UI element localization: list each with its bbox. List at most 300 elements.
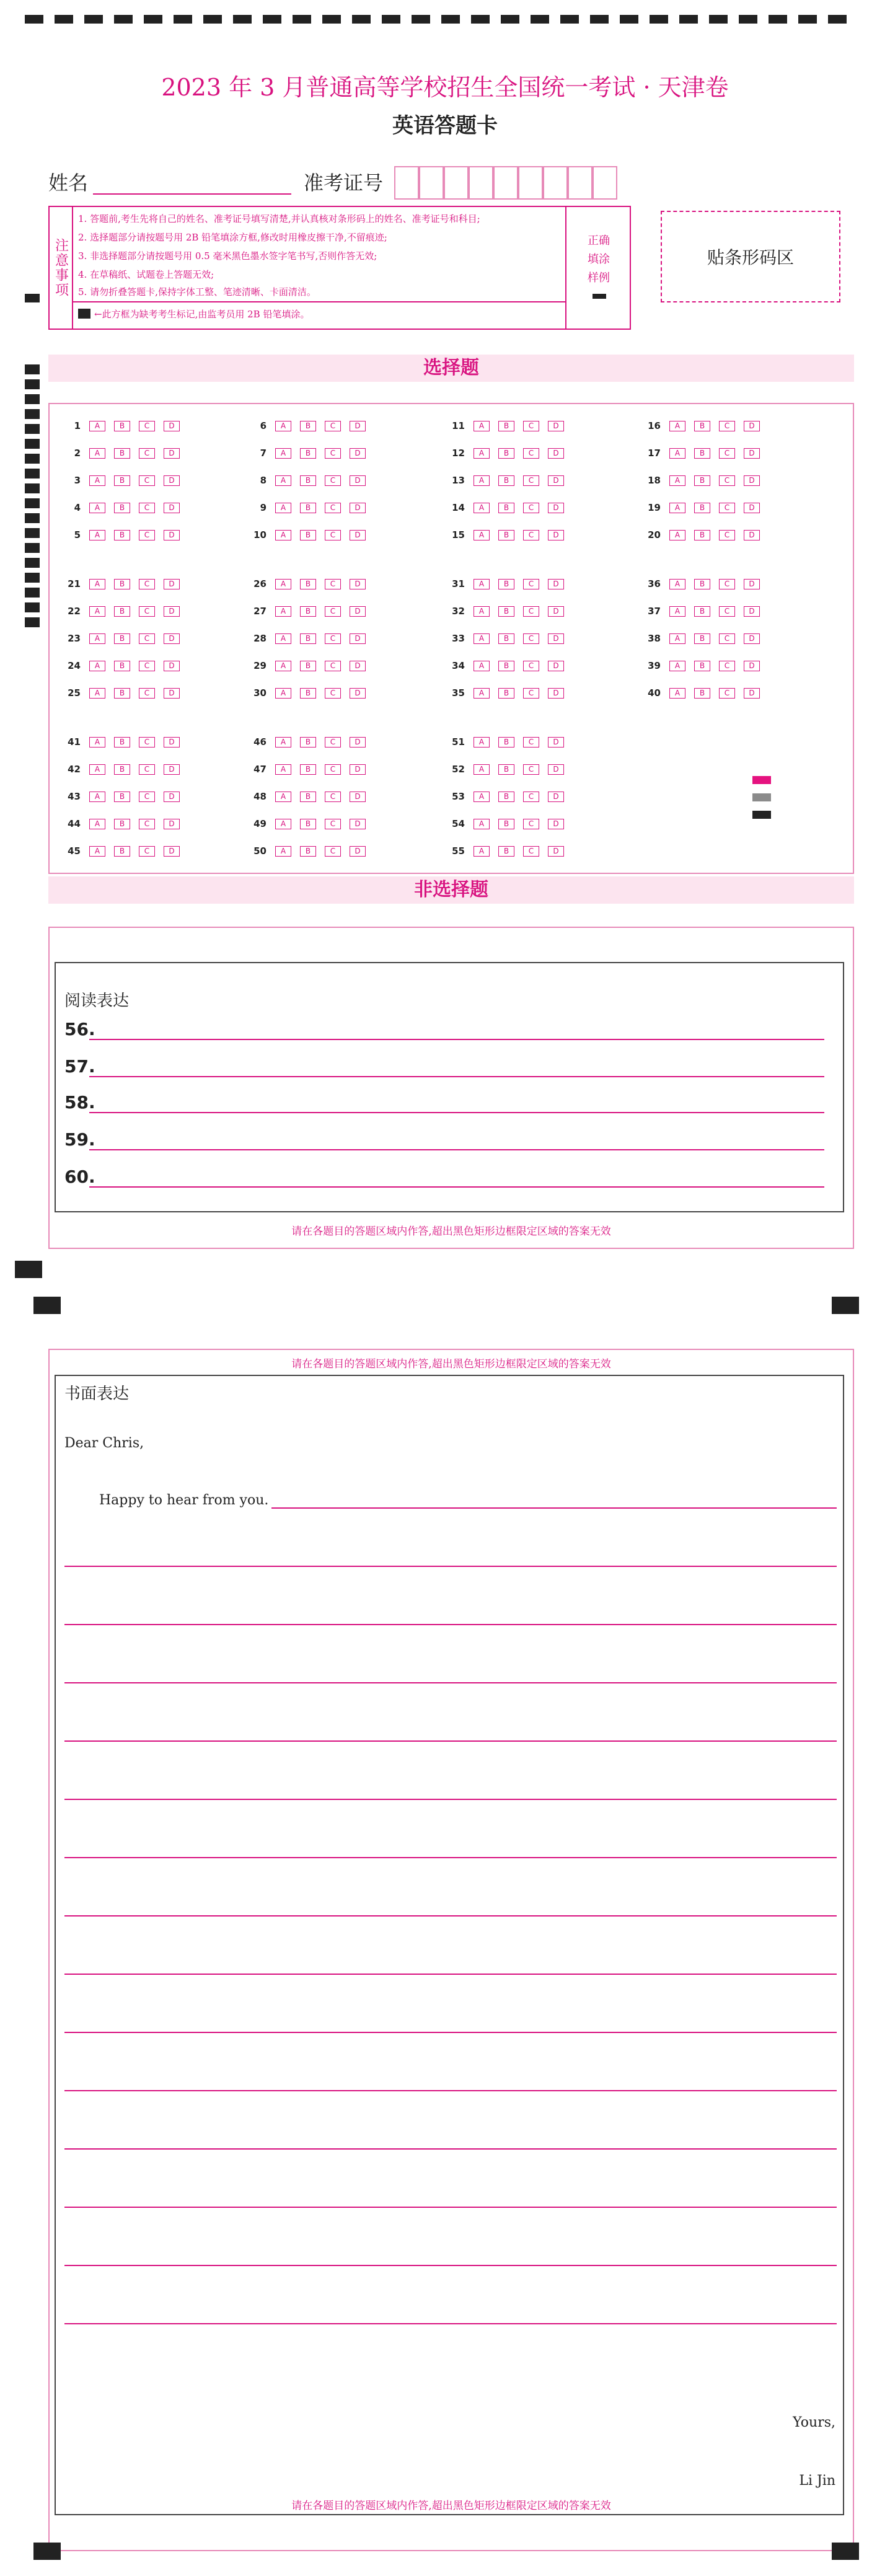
option-a-bubble[interactable]: A [669, 530, 685, 540]
option-c-bubble[interactable]: C [139, 421, 155, 431]
option-d-bubble[interactable]: D [744, 688, 760, 699]
option-a-bubble[interactable]: A [275, 579, 291, 589]
question-number: 9 [260, 502, 267, 513]
timing-mark [709, 15, 728, 24]
option-c-bubble[interactable]: C [719, 688, 735, 699]
boundary-warning: 请在各题目的答题区域内作答,超出黑色矩形边框限定区域的答案无效 [291, 1225, 611, 1238]
option-c-bubble[interactable]: C [523, 475, 539, 486]
option-c-bubble[interactable]: C [139, 661, 155, 671]
option-d-bubble[interactable]: D [350, 661, 366, 671]
option-d-bubble[interactable]: D [744, 503, 760, 513]
option-b-bubble[interactable]: B [498, 846, 514, 857]
option-c-bubble[interactable]: C [523, 421, 539, 431]
option-c-bubble[interactable]: C [719, 475, 735, 486]
writing-line[interactable] [271, 1507, 837, 1509]
option-a-bubble[interactable]: A [275, 530, 291, 540]
option-d-bubble[interactable]: D [164, 421, 180, 431]
option-b-bubble[interactable]: B [694, 688, 710, 699]
option-d-bubble[interactable]: D [548, 633, 564, 644]
option-a-bubble[interactable]: A [89, 633, 105, 644]
option-a-bubble[interactable]: A [275, 633, 291, 644]
notice-item-4: 4. 在草稿纸、试题卷上答题无效; [78, 269, 214, 280]
exam-id-digit-box[interactable] [444, 166, 469, 200]
option-d-bubble[interactable]: D [548, 661, 564, 671]
writing-line[interactable] [64, 2090, 837, 2091]
timing-mark [25, 379, 40, 389]
question-3 [62, 474, 188, 487]
option-a-bubble[interactable]: A [669, 606, 685, 617]
option-a-bubble[interactable]: A [474, 633, 490, 644]
option-c-bubble[interactable]: C [139, 688, 155, 699]
option-a-bubble[interactable]: A [474, 688, 490, 699]
option-a-bubble[interactable]: A [89, 764, 105, 775]
exam-id-digit-box[interactable] [543, 166, 568, 200]
exam-id-digit-box[interactable] [593, 166, 617, 200]
question-number: 15 [452, 529, 465, 540]
option-b-bubble[interactable]: B [300, 819, 316, 829]
option-c-bubble[interactable]: C [139, 819, 155, 829]
option-c-bubble[interactable]: C [325, 579, 341, 589]
name-field[interactable] [93, 193, 291, 195]
option-a-bubble[interactable]: A [669, 421, 685, 431]
writing-line[interactable] [64, 2032, 837, 2033]
option-c-bubble[interactable]: C [139, 737, 155, 748]
option-b-bubble[interactable]: B [114, 530, 130, 540]
option-d-bubble[interactable]: D [350, 846, 366, 857]
option-d-bubble[interactable]: D [744, 530, 760, 540]
option-d-bubble[interactable]: D [744, 633, 760, 644]
option-c-bubble[interactable]: C [523, 688, 539, 699]
option-a-bubble[interactable]: A [474, 737, 490, 748]
writing-line[interactable] [64, 2148, 837, 2150]
timing-mark [293, 15, 311, 24]
option-b-bubble[interactable]: B [694, 579, 710, 589]
option-b-bubble[interactable]: B [300, 475, 316, 486]
question-number: 7 [260, 448, 267, 459]
question-number: 8 [260, 475, 267, 486]
option-d-bubble[interactable]: D [164, 792, 180, 802]
option-b-bubble[interactable]: B [498, 633, 514, 644]
option-d-bubble[interactable]: D [164, 846, 180, 857]
question-10 [248, 528, 374, 542]
option-c-bubble[interactable]: C [523, 846, 539, 857]
option-a-bubble[interactable]: A [474, 421, 490, 431]
option-a-bubble[interactable]: A [669, 448, 685, 459]
option-c-bubble[interactable]: C [325, 530, 341, 540]
option-b-bubble[interactable]: B [300, 448, 316, 459]
option-c-bubble[interactable]: C [139, 633, 155, 644]
option-c-bubble[interactable]: C [139, 792, 155, 802]
question-number: 19 [648, 502, 661, 513]
question-30 [248, 686, 374, 700]
option-d-bubble[interactable]: D [164, 633, 180, 644]
option-a-bubble[interactable]: A [89, 792, 105, 802]
option-b-bubble[interactable]: B [300, 792, 316, 802]
option-d-bubble[interactable]: D [350, 448, 366, 459]
option-c-bubble[interactable]: C [523, 792, 539, 802]
option-d-bubble[interactable]: D [744, 661, 760, 671]
option-b-bubble[interactable]: B [300, 606, 316, 617]
option-d-bubble[interactable]: D [350, 688, 366, 699]
timing-mark [25, 424, 40, 434]
option-a-bubble[interactable]: A [89, 688, 105, 699]
option-b-bubble[interactable]: B [114, 448, 130, 459]
option-c-bubble[interactable]: C [325, 764, 341, 775]
exam-id-digit-box[interactable] [493, 166, 518, 200]
option-d-bubble[interactable]: D [350, 792, 366, 802]
option-b-bubble[interactable]: B [300, 846, 316, 857]
option-a-bubble[interactable]: A [275, 688, 291, 699]
option-a-bubble[interactable]: A [89, 448, 105, 459]
question-number: 50 [253, 845, 267, 857]
question-4 [62, 501, 188, 514]
option-b-bubble[interactable]: B [300, 737, 316, 748]
option-a-bubble[interactable]: A [89, 579, 105, 589]
question-number: 35 [452, 687, 465, 699]
option-b-bubble[interactable]: B [694, 661, 710, 671]
option-b-bubble[interactable]: B [300, 764, 316, 775]
option-a-bubble[interactable]: A [669, 475, 685, 486]
writing-line[interactable] [64, 1799, 837, 1800]
option-b-bubble[interactable]: B [498, 737, 514, 748]
option-b-bubble[interactable]: B [114, 792, 130, 802]
option-a-bubble[interactable]: A [474, 448, 490, 459]
option-a-bubble[interactable]: A [89, 661, 105, 671]
option-a-bubble[interactable]: A [275, 846, 291, 857]
option-c-bubble[interactable]: C [523, 606, 539, 617]
option-c-bubble[interactable]: C [139, 448, 155, 459]
option-c-bubble[interactable]: C [325, 792, 341, 802]
option-d-bubble[interactable]: D [350, 579, 366, 589]
option-b-bubble[interactable]: B [114, 475, 130, 486]
option-d-bubble[interactable]: D [548, 448, 564, 459]
option-c-bubble[interactable]: C [139, 764, 155, 775]
option-a-bubble[interactable]: A [474, 764, 490, 775]
exam-id-digit-box[interactable] [419, 166, 444, 200]
writing-line[interactable] [64, 2323, 837, 2324]
question-number: 51 [452, 736, 465, 748]
option-b-bubble[interactable]: B [300, 633, 316, 644]
option-d-bubble[interactable]: D [164, 819, 180, 829]
answer-line-56[interactable] [89, 1039, 824, 1040]
writing-line[interactable] [64, 1740, 837, 1742]
writing-line[interactable] [64, 2265, 837, 2266]
question-number: 54 [452, 818, 465, 829]
option-b-bubble[interactable]: B [114, 606, 130, 617]
question-number: 22 [68, 606, 81, 617]
timing-mark [560, 15, 579, 24]
option-a-bubble[interactable]: A [669, 633, 685, 644]
option-a-bubble[interactable]: A [275, 819, 291, 829]
option-a-bubble[interactable]: A [89, 846, 105, 857]
option-b-bubble[interactable]: B [300, 530, 316, 540]
option-b-bubble[interactable]: B [300, 688, 316, 699]
option-b-bubble[interactable]: B [498, 688, 514, 699]
timing-mark [650, 15, 668, 24]
option-c-bubble[interactable]: C [325, 846, 341, 857]
option-d-bubble[interactable]: D [164, 688, 180, 699]
option-a-bubble[interactable]: A [669, 688, 685, 699]
option-d-bubble[interactable]: D [548, 764, 564, 775]
exam-id-digit-box[interactable] [518, 166, 543, 200]
option-b-bubble[interactable]: B [114, 846, 130, 857]
writing-line[interactable] [64, 1682, 837, 1683]
option-b-bubble[interactable]: B [498, 421, 514, 431]
option-d-bubble[interactable]: D [164, 764, 180, 775]
option-c-bubble[interactable]: C [139, 846, 155, 857]
answer-line-58[interactable] [89, 1112, 824, 1113]
option-a-bubble[interactable]: A [89, 503, 105, 513]
writing-line[interactable] [64, 1974, 837, 1975]
option-c-bubble[interactable]: C [719, 530, 735, 540]
option-c-bubble[interactable]: C [325, 737, 341, 748]
question-47 [248, 762, 374, 776]
option-d-bubble[interactable]: D [164, 579, 180, 589]
option-b-bubble[interactable]: B [114, 421, 130, 431]
option-d-bubble[interactable]: D [164, 503, 180, 513]
option-d-bubble[interactable]: D [744, 448, 760, 459]
option-b-bubble[interactable]: B [498, 606, 514, 617]
option-b-bubble[interactable]: B [694, 606, 710, 617]
option-d-bubble[interactable]: D [548, 606, 564, 617]
option-b-bubble[interactable]: B [114, 764, 130, 775]
timing-mark [25, 617, 40, 627]
question-19 [642, 501, 769, 514]
option-a-bubble[interactable]: A [669, 503, 685, 513]
option-a-bubble[interactable]: A [474, 846, 490, 857]
answer-line-59[interactable] [89, 1149, 824, 1150]
option-c-bubble[interactable]: C [719, 633, 735, 644]
option-a-bubble[interactable]: A [89, 530, 105, 540]
option-b-bubble[interactable]: B [498, 475, 514, 486]
option-a-bubble[interactable]: A [474, 475, 490, 486]
option-c-bubble[interactable]: C [523, 737, 539, 748]
exam-id-digit-box[interactable] [568, 166, 593, 200]
option-a-bubble[interactable]: A [669, 579, 685, 589]
exam-id-digit-box[interactable] [469, 166, 493, 200]
letter-closing: Yours, [793, 2415, 835, 2430]
option-d-bubble[interactable]: D [164, 606, 180, 617]
option-d-bubble[interactable]: D [350, 819, 366, 829]
option-b-bubble[interactable]: B [498, 530, 514, 540]
option-a-bubble[interactable]: A [474, 530, 490, 540]
option-c-bubble[interactable]: C [325, 503, 341, 513]
option-c-bubble[interactable]: C [139, 606, 155, 617]
option-b-bubble[interactable]: B [300, 661, 316, 671]
option-c-bubble[interactable]: C [139, 579, 155, 589]
option-d-bubble[interactable]: D [744, 579, 760, 589]
writing-line[interactable] [64, 1566, 837, 1567]
option-d-bubble[interactable]: D [548, 579, 564, 589]
option-b-bubble[interactable]: B [114, 579, 130, 589]
option-b-bubble[interactable]: B [114, 688, 130, 699]
answer-number-59: 59. [64, 1129, 95, 1150]
option-b-bubble[interactable]: B [114, 661, 130, 671]
option-a-bubble[interactable]: A [89, 606, 105, 617]
option-c-bubble[interactable]: C [325, 606, 341, 617]
option-b-bubble[interactable]: B [694, 421, 710, 431]
option-a-bubble[interactable]: A [275, 764, 291, 775]
writing-line[interactable] [64, 1857, 837, 1858]
option-a-bubble[interactable]: A [474, 606, 490, 617]
option-d-bubble[interactable]: D [350, 633, 366, 644]
option-d-bubble[interactable]: D [350, 421, 366, 431]
option-b-bubble[interactable]: B [694, 475, 710, 486]
option-a-bubble[interactable]: A [275, 606, 291, 617]
option-a-bubble[interactable]: A [474, 819, 490, 829]
notice-item-1: 1. 答题前,考生先将自己的姓名、准考证号填写清楚,并认真核对条形码上的姓名、准考证号和科目; [78, 213, 480, 224]
option-c-bubble[interactable]: C [325, 661, 341, 671]
option-a-bubble[interactable]: A [275, 421, 291, 431]
absent-mark-box[interactable] [78, 309, 90, 319]
option-a-bubble[interactable]: A [669, 661, 685, 671]
option-a-bubble[interactable]: A [275, 661, 291, 671]
option-c-bubble[interactable]: C [325, 819, 341, 829]
option-a-bubble[interactable]: A [275, 475, 291, 486]
option-b-bubble[interactable]: B [498, 661, 514, 671]
answer-number-58: 58. [64, 1092, 95, 1113]
answer-number-60: 60. [64, 1167, 95, 1187]
option-d-bubble[interactable]: D [350, 606, 366, 617]
option-b-bubble[interactable]: B [498, 579, 514, 589]
option-a-bubble[interactable]: A [474, 579, 490, 589]
option-b-bubble[interactable]: B [498, 764, 514, 775]
option-b-bubble[interactable]: B [498, 819, 514, 829]
option-b-bubble[interactable]: B [694, 530, 710, 540]
exam-id-digit-box[interactable] [394, 166, 419, 200]
option-a-bubble[interactable]: A [89, 737, 105, 748]
option-d-bubble[interactable]: D [164, 448, 180, 459]
option-b-bubble[interactable]: B [114, 737, 130, 748]
question-number: 21 [68, 578, 81, 589]
option-c-bubble[interactable]: C [523, 633, 539, 644]
timing-mark [412, 15, 430, 24]
option-c-bubble[interactable]: C [523, 764, 539, 775]
option-a-bubble[interactable]: A [89, 819, 105, 829]
option-b-bubble[interactable]: B [300, 579, 316, 589]
option-c-bubble[interactable]: C [325, 475, 341, 486]
writing-line[interactable] [64, 1624, 837, 1625]
option-b-bubble[interactable]: B [694, 503, 710, 513]
option-a-bubble[interactable]: A [474, 503, 490, 513]
option-c-bubble[interactable]: C [139, 530, 155, 540]
option-d-bubble[interactable]: D [548, 530, 564, 540]
option-a-bubble[interactable]: A [275, 503, 291, 513]
option-a-bubble[interactable]: A [89, 475, 105, 486]
option-b-bubble[interactable]: B [114, 633, 130, 644]
option-d-bubble[interactable]: D [350, 475, 366, 486]
question-number: 6 [260, 420, 267, 431]
option-d-bubble[interactable]: D [548, 688, 564, 699]
question-number: 10 [253, 529, 267, 540]
question-5 [62, 528, 188, 542]
option-d-bubble[interactable]: D [350, 503, 366, 513]
option-c-bubble[interactable]: C [523, 579, 539, 589]
timing-mark [322, 15, 341, 24]
option-c-bubble[interactable]: C [523, 661, 539, 671]
option-d-bubble[interactable]: D [548, 737, 564, 748]
reading-title: 阅读表达 [64, 992, 130, 1010]
timing-mark [25, 394, 40, 404]
option-a-bubble[interactable]: A [89, 421, 105, 431]
option-d-bubble[interactable]: D [548, 475, 564, 486]
question-number: 46 [253, 736, 267, 748]
timing-mark [25, 483, 40, 493]
option-d-bubble[interactable]: D [164, 661, 180, 671]
option-c-bubble[interactable]: C [523, 530, 539, 540]
option-a-bubble[interactable]: A [275, 737, 291, 748]
option-d-bubble[interactable]: D [744, 421, 760, 431]
option-b-bubble[interactable]: B [498, 503, 514, 513]
fill-example: 正确 填涂 样例 [565, 207, 631, 329]
option-a-bubble[interactable]: A [275, 792, 291, 802]
option-d-bubble[interactable]: D [548, 846, 564, 857]
option-d-bubble[interactable]: D [164, 530, 180, 540]
option-d-bubble[interactable]: D [548, 421, 564, 431]
option-d-bubble[interactable]: D [548, 819, 564, 829]
option-c-bubble[interactable]: C [325, 448, 341, 459]
question-number: 20 [648, 529, 661, 540]
option-d-bubble[interactable]: D [164, 737, 180, 748]
option-b-bubble[interactable]: B [694, 633, 710, 644]
option-d-bubble[interactable]: D [744, 606, 760, 617]
option-c-bubble[interactable]: C [523, 448, 539, 459]
answer-line-60[interactable] [89, 1186, 824, 1188]
timing-mark [55, 15, 73, 24]
option-c-bubble[interactable]: C [523, 819, 539, 829]
option-c-bubble[interactable]: C [325, 688, 341, 699]
option-d-bubble[interactable]: D [350, 764, 366, 775]
option-c-bubble[interactable]: C [523, 503, 539, 513]
option-d-bubble[interactable]: D [548, 503, 564, 513]
option-d-bubble[interactable]: D [164, 475, 180, 486]
option-b-bubble[interactable]: B [498, 792, 514, 802]
option-c-bubble[interactable]: C [719, 503, 735, 513]
option-d-bubble[interactable]: D [744, 475, 760, 486]
writing-title: 书面表达 [64, 1385, 130, 1403]
option-c-bubble[interactable]: C [719, 448, 735, 459]
option-b-bubble[interactable]: B [114, 503, 130, 513]
option-d-bubble[interactable]: D [350, 737, 366, 748]
option-d-bubble[interactable]: D [548, 792, 564, 802]
option-d-bubble[interactable]: D [350, 530, 366, 540]
option-c-bubble[interactable]: C [719, 421, 735, 431]
option-a-bubble[interactable]: A [275, 448, 291, 459]
option-a-bubble[interactable]: A [474, 792, 490, 802]
question-48 [248, 790, 374, 803]
question-40 [642, 686, 769, 700]
question-43 [62, 790, 188, 803]
writing-line[interactable] [64, 2207, 837, 2208]
option-c-bubble[interactable]: C [719, 606, 735, 617]
option-c-bubble[interactable]: C [139, 503, 155, 513]
option-b-bubble[interactable]: B [300, 421, 316, 431]
option-a-bubble[interactable]: A [474, 661, 490, 671]
answer-line-57[interactable] [89, 1076, 824, 1077]
writing-line[interactable] [64, 1915, 837, 1917]
option-b-bubble[interactable]: B [300, 503, 316, 513]
timing-mark [25, 588, 40, 598]
option-c-bubble[interactable]: C [139, 475, 155, 486]
option-c-bubble[interactable]: C [325, 633, 341, 644]
option-b-bubble[interactable]: B [498, 448, 514, 459]
option-c-bubble[interactable]: C [325, 421, 341, 431]
option-b-bubble[interactable]: B [694, 448, 710, 459]
option-b-bubble[interactable]: B [114, 819, 130, 829]
option-c-bubble[interactable]: C [719, 579, 735, 589]
option-c-bubble[interactable]: C [719, 661, 735, 671]
timing-mark [25, 15, 43, 24]
